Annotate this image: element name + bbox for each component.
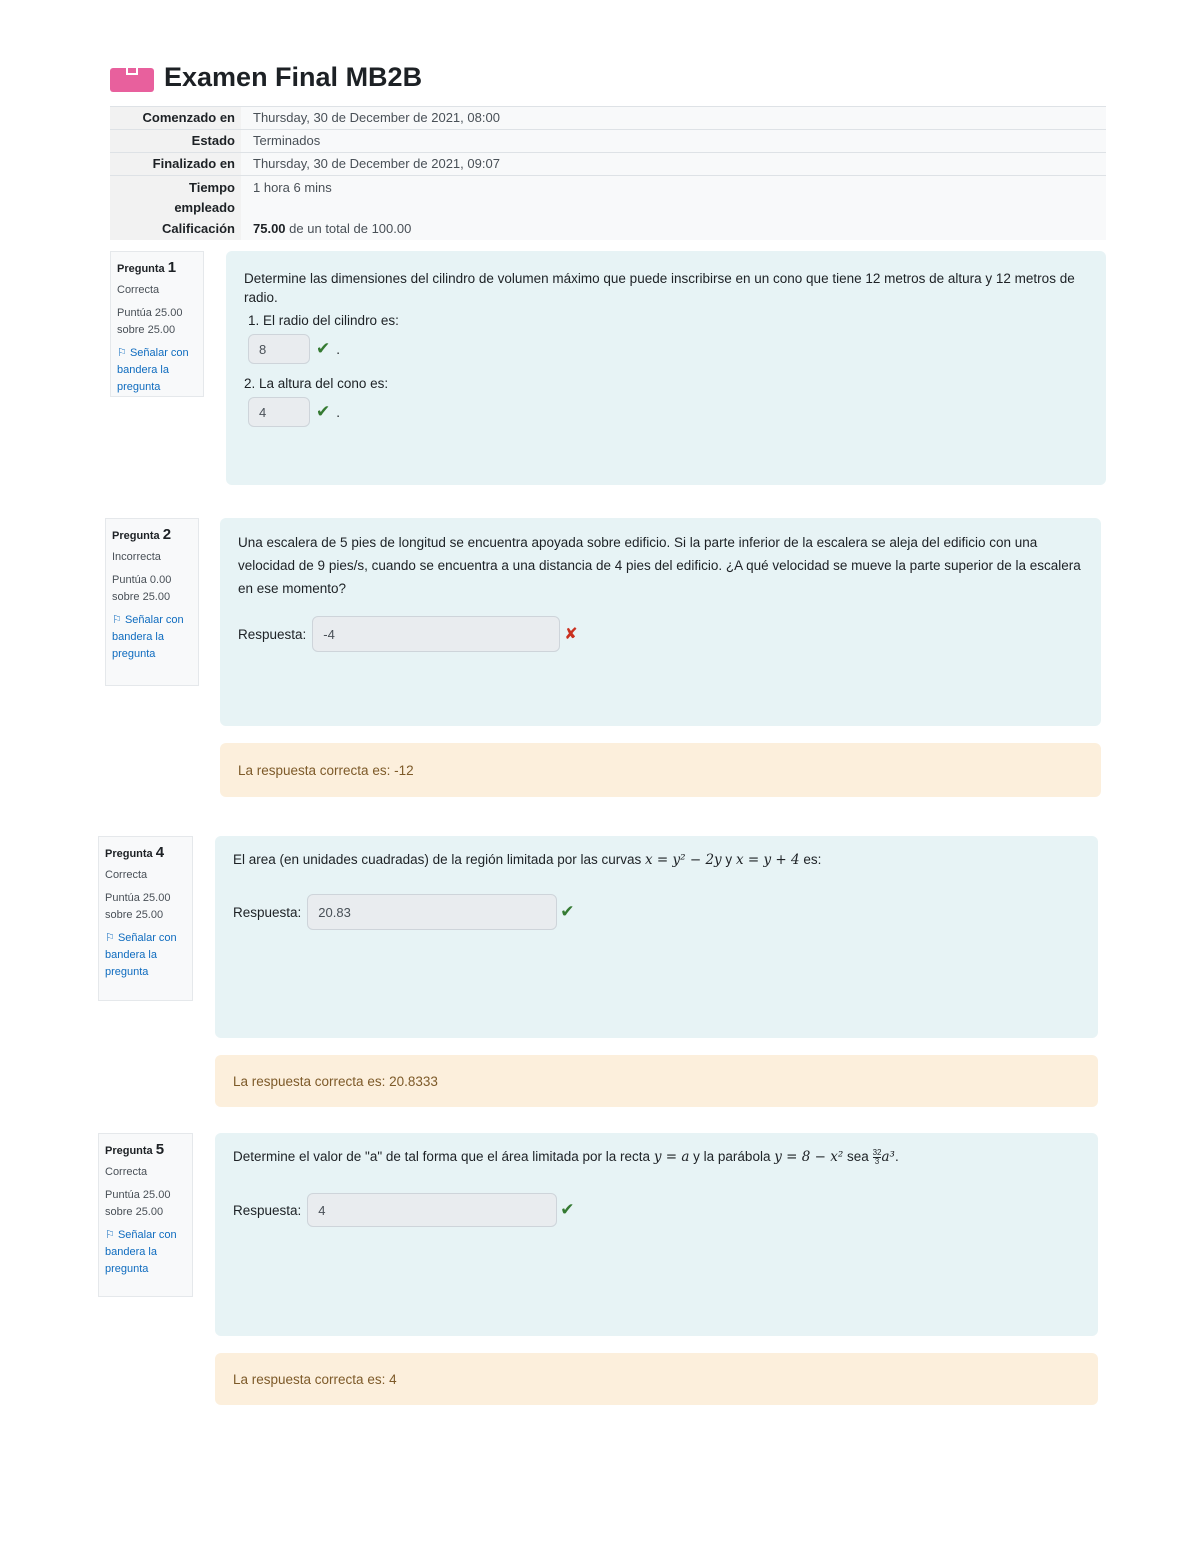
summary-row-started — [110, 107, 1106, 130]
answer-input[interactable]: 4 — [307, 1193, 557, 1227]
question-label: Pregunta — [112, 530, 160, 542]
question-state: Correcta — [117, 284, 160, 296]
math-expression: x = y² − 2y — [645, 852, 722, 868]
question-content-5 — [215, 1133, 1098, 1336]
answer-input[interactable]: -4 — [312, 616, 560, 652]
flag-question-link[interactable] — [117, 345, 197, 396]
question-title — [117, 259, 197, 278]
grade-value-rest: de un total de 100.00 — [289, 221, 412, 236]
grade-line-1: Puntúa 25.00 — [105, 1189, 171, 1201]
feedback-text: La respuesta correcta es: 20.8333 — [233, 1073, 438, 1089]
question-grade — [117, 305, 197, 339]
time-label — [110, 176, 241, 218]
check-icon: ✔ — [316, 339, 331, 358]
answer-dot: . — [336, 341, 341, 357]
quiz-icon — [110, 68, 154, 92]
question-title — [112, 526, 192, 545]
question-info-2 — [105, 518, 199, 686]
flag-icon: ⚐ — [105, 1229, 115, 1241]
flag-line-1: Señalar con — [129, 347, 189, 359]
answer-input-radius[interactable]: 8 — [248, 334, 310, 364]
check-icon: ✔ — [316, 402, 331, 421]
subquestion-2-row — [248, 397, 1088, 427]
question-state: Incorrecta — [112, 551, 161, 563]
grade-value-strong: 75.00 — [253, 221, 286, 236]
question-label: Pregunta — [105, 848, 153, 860]
math-expression: a³ — [881, 1149, 895, 1165]
attempt-summary-table — [110, 106, 1106, 240]
grade-line-2: sobre 25.00 — [105, 1206, 164, 1218]
question-text-part: Determine el valor de "a" de tal forma que el área limitada por la recta — [233, 1149, 651, 1164]
question-label: Pregunta — [117, 263, 165, 275]
flag-line-2: bandera la — [117, 364, 169, 376]
grade-line-2: sobre 25.00 — [112, 591, 171, 603]
question-number: 1 — [167, 259, 177, 276]
flag-icon: ⚐ — [112, 614, 122, 626]
question-grade — [105, 1187, 186, 1221]
grade-line-1: Puntúa 25.00 — [117, 307, 183, 319]
subquestion-1-row — [248, 334, 1088, 364]
question-content-4 — [215, 836, 1098, 1038]
answer-label: Respuesta: — [233, 1202, 302, 1218]
question-grade — [112, 572, 192, 606]
question-number: 2 — [162, 526, 172, 543]
feedback-text: La respuesta correcta es: -12 — [238, 762, 414, 778]
math-expression: y = a — [653, 1149, 690, 1165]
question-state: Correcta — [105, 869, 148, 881]
question-grade — [105, 890, 186, 924]
question-number: 4 — [155, 844, 165, 861]
question-text: Una escalera de 5 pies de longitud se encuentra apoyada sobre edificio. Si la parte inferior de la escalera se aleja del edificio con una velocidad de 9 pies/s, cuando se encuentra a una distancia de 4 pies del edificio. ¿A qué velocidad se mueve la parte superior de la escalera en ese momento? — [238, 535, 1081, 596]
answer-label: Respuesta: — [233, 904, 302, 920]
state-label: Estado — [110, 130, 241, 152]
question-text-part: y — [725, 852, 733, 867]
answer-input[interactable]: 20.83 — [307, 894, 557, 930]
question-text-part: sea — [847, 1149, 869, 1164]
grade-line-1: Puntúa 25.00 — [105, 892, 171, 904]
question-text — [233, 1147, 1080, 1167]
question-info-4 — [98, 836, 193, 1001]
question-state: Correcta — [105, 1166, 148, 1178]
correct-answer-feedback-4 — [215, 1055, 1098, 1107]
answer-input-height[interactable]: 4 — [248, 397, 310, 427]
finished-value: Thursday, 30 de December de 2021, 09:07 — [241, 153, 1106, 175]
cross-icon: ✘ — [564, 626, 578, 643]
flag-line-1: Señalar con — [124, 614, 184, 626]
check-icon: ✔ — [560, 1200, 575, 1219]
grade-value — [241, 218, 1106, 240]
flag-question-link[interactable] — [112, 612, 192, 663]
question-info-5 — [98, 1133, 193, 1297]
flag-line-2: bandera la — [105, 949, 157, 961]
flag-line-1: Señalar con — [117, 1229, 177, 1241]
subquestion-1-label: 1. El radio del cilindro es: — [248, 313, 399, 328]
question-label: Pregunta — [105, 1145, 153, 1157]
grade-label: Calificación — [110, 218, 241, 240]
answer-row — [233, 894, 1080, 930]
question-title — [105, 844, 186, 863]
time-label-line-2: empleado — [174, 200, 235, 215]
summary-row-time — [110, 176, 1106, 218]
flag-line-1: Señalar con — [117, 932, 177, 944]
answer-row — [238, 616, 1083, 652]
started-label: Comenzado en — [110, 107, 241, 129]
answer-row — [233, 1193, 1080, 1227]
flag-line-3: pregunta — [105, 966, 149, 978]
question-title — [105, 1141, 186, 1160]
flag-question-link[interactable] — [105, 930, 186, 981]
feedback-text: La respuesta correcta es: 4 — [233, 1371, 397, 1387]
question-text — [233, 850, 1080, 870]
summary-row-finished — [110, 153, 1106, 176]
check-icon: ✔ — [560, 902, 575, 921]
question-text: Determine las dimensiones del cilindro de volumen máximo que puede inscribirse en un cono que tiene 12 metros de altura y 12 metros de radio. — [244, 271, 1075, 305]
flag-line-3: pregunta — [105, 1263, 149, 1275]
question-text-part: es: — [803, 852, 822, 867]
question-text-part: El area (en unidades cuadradas) de la región limitada por las curvas — [233, 852, 642, 867]
flag-icon: ⚐ — [117, 347, 127, 359]
time-label-line-1: Tiempo — [189, 180, 235, 195]
page-title: Examen Final MB2B — [164, 62, 423, 92]
flag-line-2: bandera la — [112, 631, 164, 643]
grade-line-2: sobre 25.00 — [105, 909, 164, 921]
state-value: Terminados — [241, 130, 1106, 152]
question-content-2 — [220, 518, 1101, 726]
answer-dot: . — [336, 404, 341, 420]
question-text-part: . — [894, 1149, 899, 1164]
fraction-denominator: 3 — [874, 1156, 880, 1166]
flag-question-link[interactable] — [105, 1227, 186, 1278]
math-expression: y = 8 − x² — [774, 1149, 844, 1165]
correct-answer-feedback-2 — [220, 743, 1101, 797]
flag-icon: ⚐ — [105, 932, 115, 944]
grade-line-1: Puntúa 0.00 — [112, 574, 172, 586]
summary-row-grade — [110, 218, 1106, 240]
correct-answer-feedback-5 — [215, 1353, 1098, 1405]
flag-line-3: pregunta — [117, 381, 161, 393]
fraction-numerator: 32 — [872, 1147, 882, 1157]
question-info-1 — [110, 251, 204, 397]
question-number: 5 — [155, 1141, 165, 1158]
flag-line-2: bandera la — [105, 1246, 157, 1258]
time-value: 1 hora 6 mins — [241, 176, 1106, 218]
started-value: Thursday, 30 de December de 2021, 08:00 — [241, 107, 1106, 129]
subquestion-2-label: 2. La altura del cono es: — [244, 376, 389, 391]
answer-label: Respuesta: — [238, 626, 307, 642]
flag-line-3: pregunta — [112, 648, 156, 660]
question-content-1 — [226, 251, 1106, 485]
finished-label: Finalizado en — [110, 153, 241, 175]
question-text-part: y la parábola — [693, 1149, 771, 1164]
grade-line-2: sobre 25.00 — [117, 324, 176, 336]
summary-row-state — [110, 130, 1106, 153]
math-expression: x = y + 4 — [735, 852, 800, 868]
